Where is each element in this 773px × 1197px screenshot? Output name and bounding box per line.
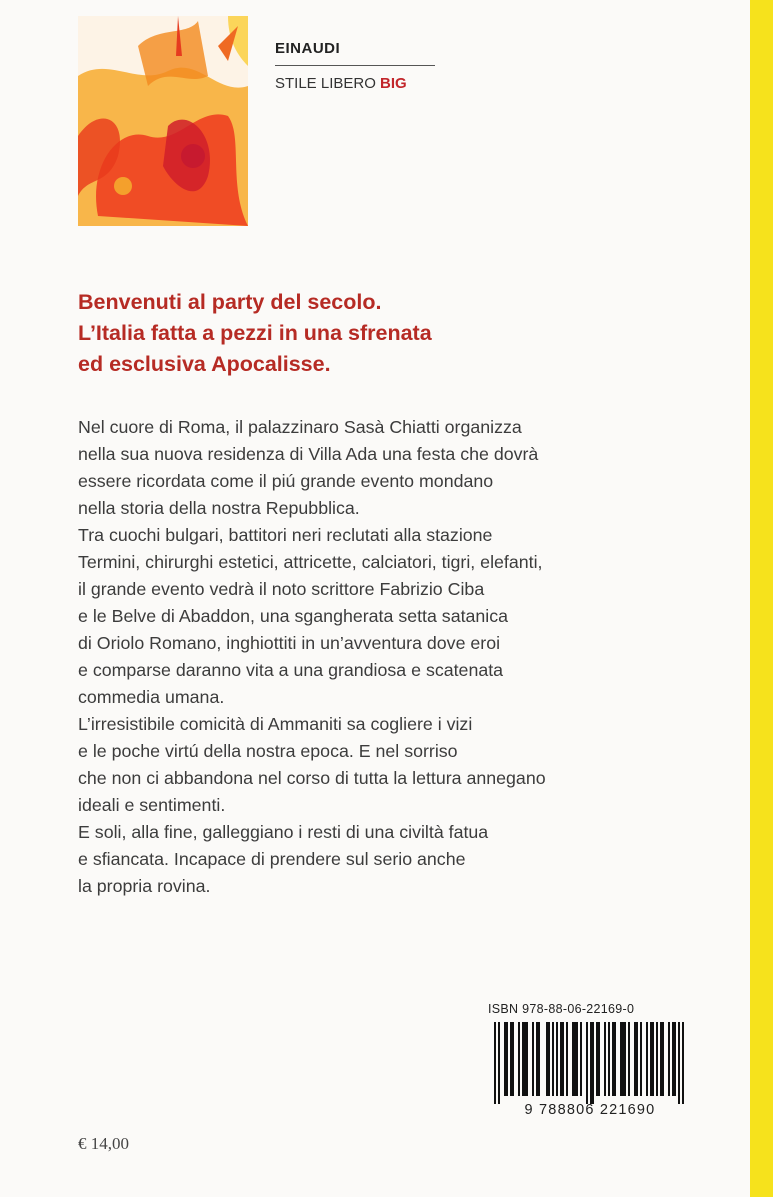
barcode-bar	[662, 1022, 664, 1096]
barcode-bar	[536, 1022, 538, 1096]
barcode-bar	[682, 1022, 684, 1104]
barcode-bar	[506, 1022, 508, 1096]
book-spine	[750, 0, 773, 1197]
barcode-bar	[636, 1022, 638, 1096]
barcode-bar	[612, 1022, 614, 1096]
barcode-bar	[652, 1022, 654, 1096]
barcode-bar	[614, 1022, 616, 1096]
barcode-bar	[556, 1022, 558, 1096]
cover-artwork	[78, 16, 248, 226]
headline-line: ed esclusiva Apocalisse.	[78, 352, 331, 376]
barcode-bar	[646, 1022, 648, 1096]
barcode-bar	[560, 1022, 562, 1096]
headline-line: L’Italia fatta a pezzi in una sfrenata	[78, 321, 432, 345]
barcode-bar	[620, 1022, 622, 1096]
barcode-bar	[592, 1022, 594, 1104]
blurb-paragraph: E soli, alla fine, galleggiano i resti di una civiltà fatua e sfiancata. Incapace di prendere sul serio anche la propria rovina.	[78, 822, 489, 896]
blurb-paragraph: Tra cuochi bulgari, battitori neri reclutati alla stazione Termini, chirurghi estetici, attricette, calciatori, tigri, elefanti, il grande evento vedrà il noto scrittore Fabrizio Ciba e le Belve di Abaddon, una sgangherata setta satanica di Oriolo Romano, inghiottiti in un’avventura dove eroi e comparse daranno vita a una grandiosa e scatenata commedia umana.	[78, 525, 543, 707]
barcode-bar	[672, 1022, 674, 1096]
barcode-bar	[574, 1022, 576, 1096]
isbn-label: ISBN 978-88-06-22169-0	[488, 1002, 635, 1016]
blurb-body	[78, 414, 748, 900]
barcode-bar	[624, 1022, 626, 1096]
barcode-bar	[674, 1022, 676, 1096]
barcode-bar	[526, 1022, 528, 1096]
barcode-bar	[668, 1022, 670, 1096]
blurb-paragraph: L’irresistibile comicità di Ammaniti sa cogliere i vizi e le poche virtú della nostra epoca. E nel sorriso che non ci abbandona nel corso di tutta la lettura annegano ideali e sentimenti.	[78, 714, 546, 815]
barcode-bar	[538, 1022, 540, 1096]
barcode-bar	[548, 1022, 550, 1096]
barcode-bar	[590, 1022, 592, 1104]
barcode-bar	[566, 1022, 568, 1096]
barcode-bar	[596, 1022, 598, 1096]
series-label: STILE LIBERO	[275, 75, 376, 92]
barcode-bar	[650, 1022, 652, 1096]
barcode-bar	[634, 1022, 636, 1096]
barcode	[480, 1022, 700, 1117]
barcode-bar	[640, 1022, 642, 1096]
barcode-bar	[604, 1022, 606, 1096]
barcode-bar	[522, 1022, 524, 1096]
publisher-divider	[275, 65, 435, 66]
barcode-bar	[586, 1022, 588, 1104]
blurb-headline	[78, 287, 678, 380]
barcode-bar	[494, 1022, 496, 1104]
barcode-bar	[628, 1022, 630, 1096]
barcode-bar	[660, 1022, 662, 1096]
barcode-bar	[678, 1022, 680, 1104]
barcode-bar	[510, 1022, 512, 1096]
series-name	[275, 75, 445, 92]
barcode-digits: 9 788806 221690	[524, 1102, 656, 1117]
series-label-bold: BIG	[380, 75, 407, 92]
barcode-bar	[580, 1022, 582, 1096]
barcode-bar	[656, 1022, 658, 1096]
barcode-bar	[572, 1022, 574, 1096]
barcode-bar	[622, 1022, 624, 1096]
barcode-bar	[562, 1022, 564, 1096]
price: € 14,00	[78, 1134, 129, 1153]
barcode-bar	[518, 1022, 520, 1096]
barcode-bar	[598, 1022, 600, 1096]
barcode-bar	[504, 1022, 506, 1096]
barcode-bar	[552, 1022, 554, 1096]
barcode-bar	[576, 1022, 578, 1096]
publisher-name: EINAUDI	[275, 40, 341, 57]
barcode-bar	[608, 1022, 610, 1096]
barcode-bar	[512, 1022, 514, 1096]
barcode-bar	[524, 1022, 526, 1096]
blurb-paragraph: Nel cuore di Roma, il palazzinaro Sasà Chiatti organizza nella sua nuova residenza di Villa Ada una festa che dovrà essere ricordata come il piú grande evento mondano nella storia della nostra Repubblica.	[78, 417, 539, 518]
barcode-bar	[532, 1022, 534, 1096]
barcode-bar	[498, 1022, 500, 1104]
publisher-block	[275, 40, 445, 92]
barcode-bar	[546, 1022, 548, 1096]
headline-line: Benvenuti al party del secolo.	[78, 290, 382, 314]
